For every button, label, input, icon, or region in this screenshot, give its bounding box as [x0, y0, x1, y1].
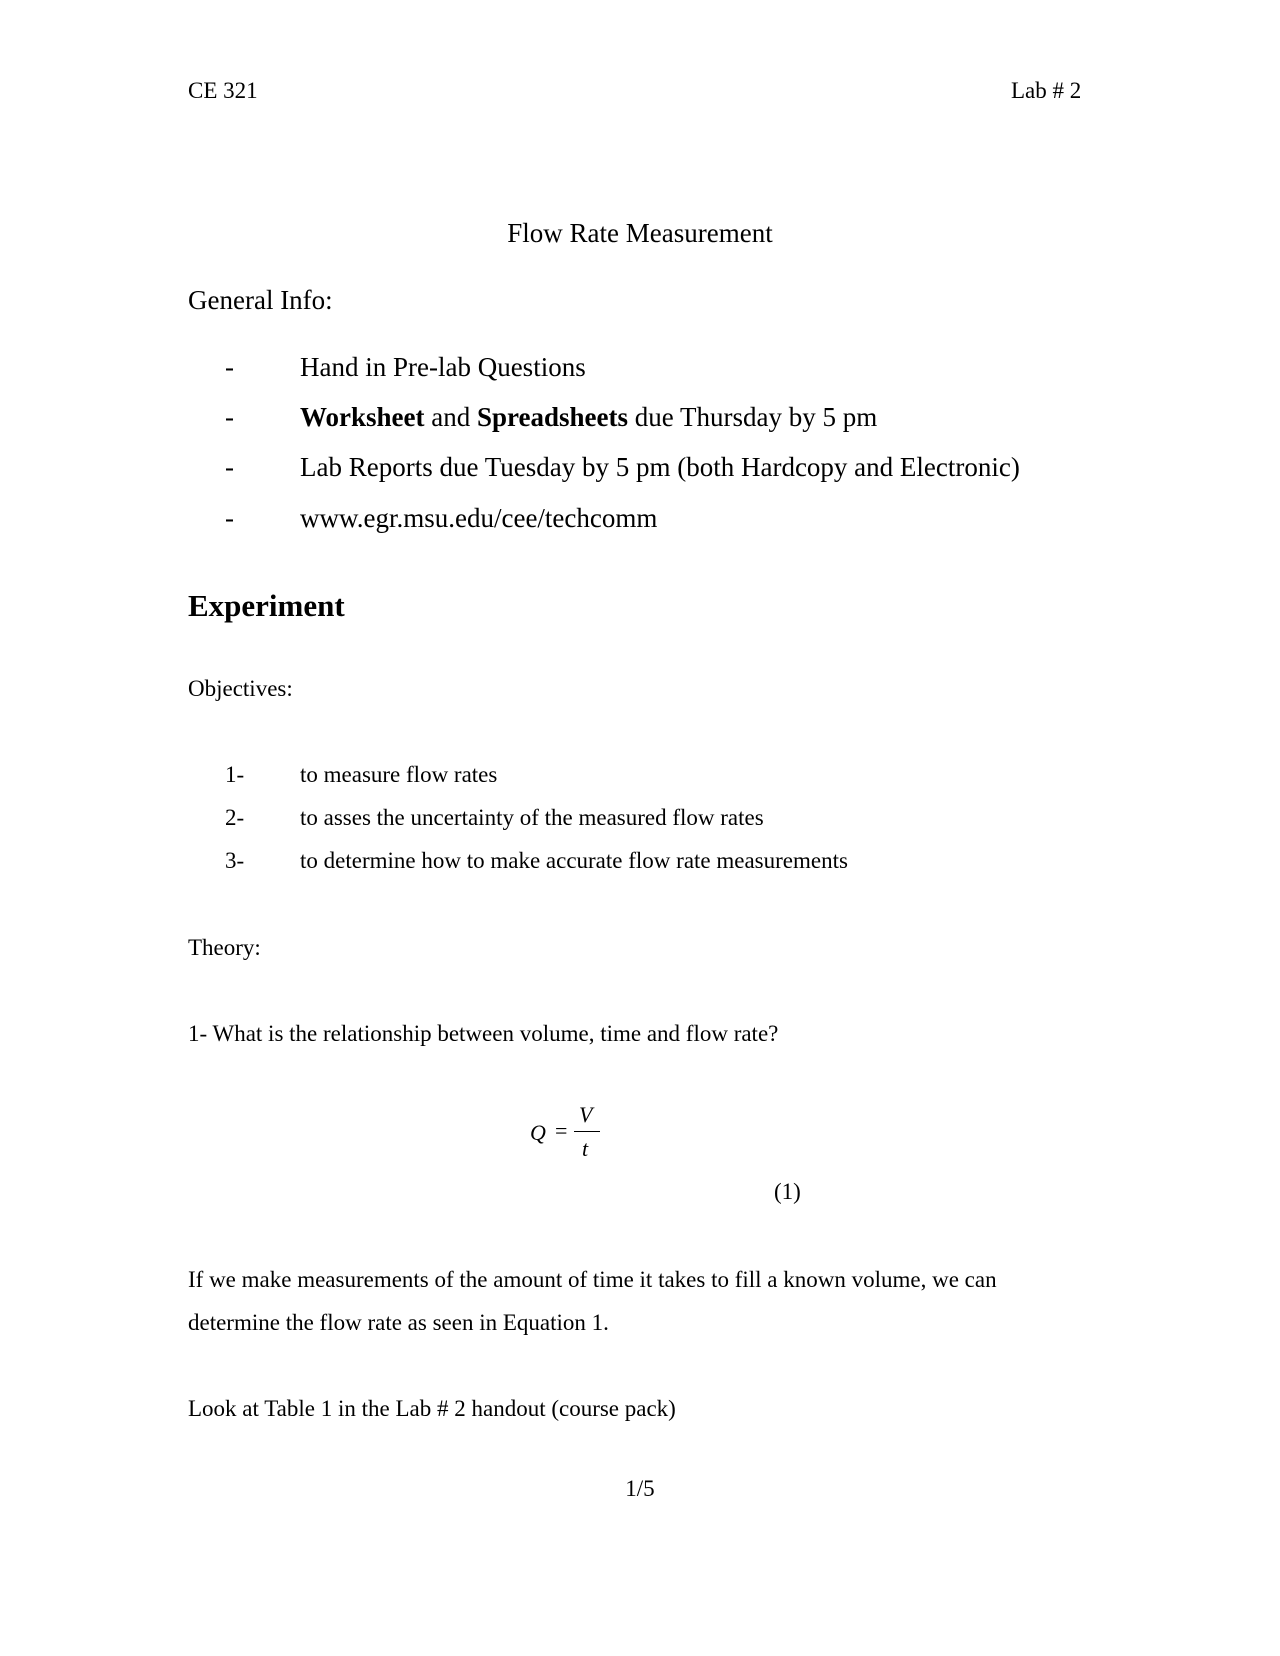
objective-text: to determine how to make accurate flow rate measurements: [300, 848, 848, 873]
equation-numerator: V: [579, 1102, 593, 1127]
objective-text: to measure flow rates: [300, 762, 498, 787]
document-title: Flow Rate Measurement: [507, 218, 773, 248]
general-info-heading: General Info:: [188, 285, 333, 315]
objectives-heading: Objectives:: [188, 676, 293, 701]
bullet-text: Hand in Pre-lab Questions: [300, 352, 586, 382]
objective-number: 2-: [225, 805, 245, 830]
paragraph-line-1: If we make measurements of the amount of time it takes to fill a known volume, we can: [188, 1267, 997, 1292]
spreadsheets-bold: Spreadsheets: [476, 402, 629, 432]
bullet-marker: -: [225, 452, 234, 482]
due-text: due Thursday by 5 pm: [628, 402, 878, 432]
worksheet-bold: Worksheet: [300, 402, 425, 432]
equation-number: (1): [774, 1179, 801, 1204]
paragraph-line-2: determine the flow rate as seen in Equation 1.: [188, 1310, 609, 1335]
bullet-text: [300, 402, 877, 433]
bullet-text: Lab Reports due Tuesday by 5 pm (both Hardcopy and Electronic): [300, 452, 1020, 482]
objective-number: 1-: [225, 762, 245, 787]
header-course: CE 321: [188, 78, 258, 103]
header-lab: Lab # 2: [1011, 78, 1082, 103]
objective-number: 3-: [225, 848, 245, 873]
equation-lhs: Q: [530, 1120, 546, 1145]
bullet-link-text: www.egr.msu.edu/cee/techcomm: [300, 503, 658, 533]
bullet-marker: -: [225, 352, 234, 382]
equation-equals: =: [555, 1118, 568, 1143]
equation-denominator: t: [582, 1136, 589, 1161]
fraction-bar: [574, 1131, 600, 1132]
and-text: and: [424, 402, 477, 432]
bullet-marker: -: [225, 503, 234, 533]
experiment-heading: Experiment: [188, 588, 345, 623]
table-reference: Look at Table 1 in the Lab # 2 handout (course pack): [188, 1396, 676, 1421]
page-number: 1/5: [625, 1476, 655, 1501]
objective-text: to asses the uncertainty of the measured flow rates: [300, 805, 764, 830]
theory-heading: Theory:: [188, 935, 261, 960]
theory-question: 1- What is the relationship between volume, time and flow rate?: [188, 1021, 779, 1046]
bullet-marker: -: [225, 402, 234, 432]
